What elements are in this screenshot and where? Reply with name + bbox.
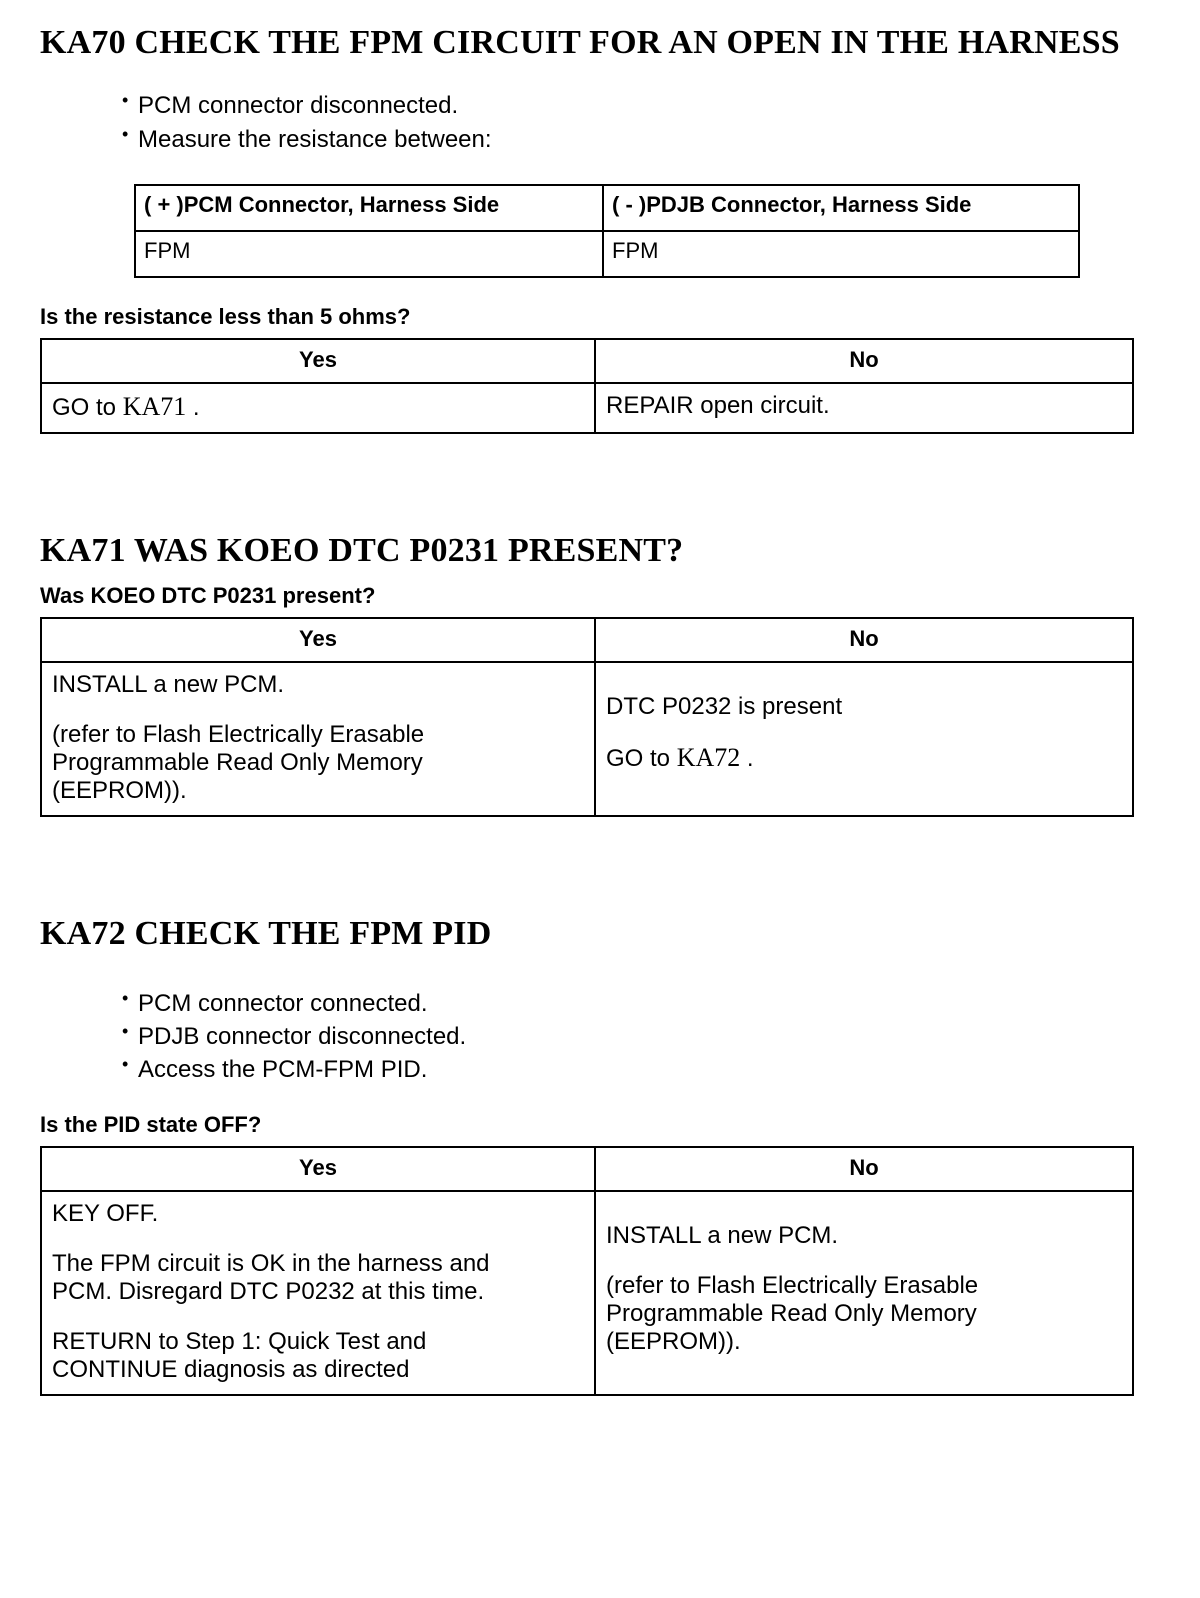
list-item: • PCM connector connected. [40,987,1160,1020]
yes-column-header: Yes [41,339,595,383]
answer-line: CONTINUE diagnosis as directed [52,1355,410,1383]
answer-line: GO to KA71 . [52,391,200,421]
yes-no-table-ka71 [40,617,1134,817]
page-title-ka72: KA72 CHECK THE FPM PID [40,915,492,953]
table-row [135,185,1079,231]
answer-line: INSTALL a new PCM. [52,671,285,699]
section-spacer [40,817,1160,913]
answer-spacer [52,1306,584,1328]
answer-spacer [606,1250,1122,1272]
yes-no-table-ka70 [40,338,1134,434]
yes-column-header: Yes [41,618,595,662]
answer-line: KEY OFF. [52,1199,159,1227]
table-row [41,339,1133,383]
table-row [135,231,1079,277]
no-column-header: No [595,618,1133,662]
answer-spacer [606,1200,1122,1222]
step-reference: KA71 [122,391,187,421]
question-ka70: Is the resistance less than 5 ohms? [40,303,411,329]
connector-header-positive: ( + )PCM Connector, Harness Side [135,185,603,231]
yes-answer-cell [41,1191,595,1395]
connector-header-negative: ( - )PDJB Connector, Harness Side [603,185,1079,231]
answer-spacer [606,721,1122,743]
step-reference: KA72 [676,743,741,773]
answer-spacer [606,671,1122,693]
answer-spacer [52,699,584,721]
no-column-header: No [595,339,1133,383]
no-answer-cell [595,662,1133,816]
answer-line: INSTALL a new PCM. [606,1221,839,1249]
list-item: • Measure the resistance between: [40,123,1160,156]
yes-answer-cell [41,383,595,433]
question-ka71: Was KOEO DTC P0231 present? [40,583,376,609]
page-title-ka70: KA70 CHECK THE FPM CIRCUIT FOR AN OPEN IN THE HARNESS [40,24,1120,61]
table-row [41,1147,1133,1191]
list-item: • Access the PCM-FPM PID. [40,1053,1160,1086]
answer-spacer [52,1228,584,1250]
yes-answer-cell [41,662,595,816]
no-answer-cell [595,1191,1133,1395]
answer-line: Programmable Read Only Memory [52,749,423,777]
page-title-ka71: KA71 WAS KOEO DTC P0231 PRESENT? [40,531,684,569]
section-ka71 [40,530,1160,817]
section-spacer [40,434,1160,530]
answer-line: DTC P0232 is present [606,693,843,721]
section-ka72 [40,913,1160,1396]
section-ka70 [40,22,1160,434]
no-column-header: No [595,1147,1133,1191]
list-item: • PCM connector disconnected. [40,89,1160,122]
list-item: • PDJB connector disconnected. [40,1020,1160,1053]
no-answer-cell [595,383,1133,433]
yes-column-header: Yes [41,1147,595,1191]
yes-no-table-ka72 [40,1146,1134,1396]
answer-line: PCM. Disregard DTC P0232 at this time. [52,1277,485,1305]
bullet-list-ka72 [40,987,1160,1086]
table-row [41,662,1133,816]
answer-line: (EEPROM)). [606,1327,741,1355]
answer-line: REPAIR open circuit. [606,391,830,419]
answer-line: RETURN to Step 1: Quick Test and [52,1327,427,1355]
table-row [41,618,1133,662]
bullet-list-ka70 [40,89,1160,155]
answer-line: (refer to Flash Electrically Erasable [606,1271,979,1299]
answer-line: GO to KA72 . [606,743,754,773]
answer-line: (refer to Flash Electrically Erasable [52,721,425,749]
connector-table-ka70 [134,184,1080,278]
answer-line: Programmable Read Only Memory [606,1299,977,1327]
table-row [41,383,1133,433]
answer-line: The FPM circuit is OK in the harness and [52,1249,490,1277]
connector-pin-negative: FPM [603,231,1079,277]
connector-pin-positive: FPM [135,231,603,277]
table-row [41,1191,1133,1395]
answer-line: (EEPROM)). [52,777,187,805]
question-ka72: Is the PID state OFF? [40,1111,262,1137]
